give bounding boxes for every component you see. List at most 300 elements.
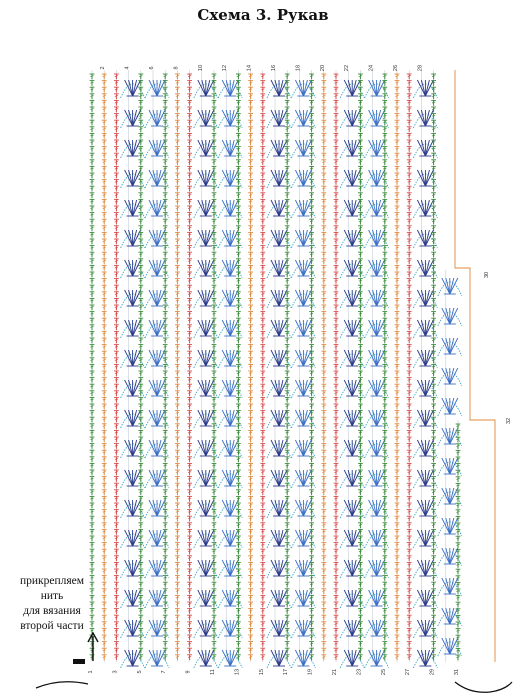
stitch-bar (164, 280, 167, 281)
stitch-bar (334, 630, 337, 631)
stitch-bar (188, 320, 191, 321)
fan-stitch (157, 320, 161, 336)
stitch-bar (188, 478, 191, 479)
stitch-bar (249, 623, 252, 624)
stitch-bar (322, 346, 325, 347)
stitch-bar (249, 511, 252, 512)
stitch-bar (188, 604, 191, 605)
stitch-bar (176, 300, 179, 301)
stitch-bar (188, 531, 191, 532)
stitch-bar (103, 115, 106, 116)
stitch-bar (212, 577, 215, 578)
fan-stitch (129, 620, 133, 636)
stitch-bar (261, 630, 264, 631)
stitch-bar (90, 505, 93, 506)
stitch-bar (261, 142, 264, 143)
stitch-bar (176, 544, 179, 545)
stitch-bar (188, 241, 191, 242)
stitch-bar (103, 630, 106, 631)
fan-stitch (299, 320, 303, 336)
stitch-bar (176, 208, 179, 209)
stitch-bar (139, 208, 142, 209)
stitch-bar (90, 293, 93, 294)
stitch-bar (237, 254, 240, 255)
stitch-bar (176, 590, 179, 591)
stitch-bar (115, 346, 118, 347)
stitch-bar (139, 617, 142, 618)
stitch-bar (237, 102, 240, 103)
stitch-bar (237, 95, 240, 96)
stitch-bar (237, 194, 240, 195)
stitch-bar (249, 445, 252, 446)
stitch-bar (261, 194, 264, 195)
stitch-bar (103, 135, 106, 136)
fan-stitch (206, 140, 210, 156)
stitch-bar (90, 227, 93, 228)
stitch-bar (237, 274, 240, 275)
stitch-bar (115, 485, 118, 486)
stitch-bar (310, 221, 313, 222)
fan-stitch (226, 560, 230, 576)
fan-stitch (279, 650, 283, 666)
fan-stitch (202, 320, 206, 336)
stitch-bar (212, 518, 215, 519)
stitch-bar (322, 478, 325, 479)
fan-stitch (352, 290, 356, 306)
stitch-bar (90, 399, 93, 400)
stitch-bar (188, 280, 191, 281)
fan-stitch (299, 350, 303, 366)
fan-stitch (129, 380, 133, 396)
stitch-bar (115, 498, 118, 499)
stitch-bar (334, 392, 337, 393)
stitch-bar (310, 538, 313, 539)
fan-stitch (202, 440, 206, 456)
stitch-bar (286, 458, 289, 459)
stitch-bar (310, 604, 313, 605)
fan-stitch (206, 230, 210, 246)
stitch-bar (237, 168, 240, 169)
fan-stitch (303, 110, 307, 126)
stitch-bar (237, 458, 240, 459)
fan-stitch (275, 290, 279, 306)
stitch-bar (188, 610, 191, 611)
stitch-bar (310, 326, 313, 327)
stitch-bar (90, 313, 93, 314)
stitch-bar (249, 188, 252, 189)
stitch-bar (322, 557, 325, 558)
stitch-bar (103, 109, 106, 110)
stitch-bar (139, 128, 142, 129)
stitch-bar (176, 445, 179, 446)
fan-stitch (206, 410, 210, 426)
stitch-bar (164, 333, 167, 334)
stitch-bar (310, 208, 313, 209)
fan-stitch (279, 470, 283, 486)
stitch-bar (212, 551, 215, 552)
stitch-bar (334, 610, 337, 611)
stitch-bar (237, 307, 240, 308)
stitch-bar (164, 241, 167, 242)
stitch-bar (176, 274, 179, 275)
stitch-bar (90, 406, 93, 407)
stitch-bar (322, 287, 325, 288)
fan-stitch (202, 230, 206, 246)
stitch-bar (139, 155, 142, 156)
stitch-bar (90, 221, 93, 222)
stitch-bar (164, 485, 167, 486)
stitch-bar (212, 597, 215, 598)
stitch-bar (237, 524, 240, 525)
stitch-bar (237, 346, 240, 347)
stitch-bar (139, 194, 142, 195)
stitch-bar (103, 439, 106, 440)
stitch-bar (188, 379, 191, 380)
stitch-bar (90, 234, 93, 235)
stitch-bar (164, 214, 167, 215)
stitch-bar (176, 412, 179, 413)
stitch-bar (286, 274, 289, 275)
fan-stitch (206, 170, 210, 186)
fan-stitch (226, 440, 230, 456)
stitch-bar (164, 379, 167, 380)
stitch-bar (90, 274, 93, 275)
stitch-bar (115, 95, 118, 96)
stitch-bar (237, 234, 240, 235)
fan-stitch (202, 140, 206, 156)
stitch-bar (322, 564, 325, 565)
stitch-bar (176, 617, 179, 618)
stitch-bar (103, 392, 106, 393)
stitch-bar (334, 485, 337, 486)
stitch-bar (164, 247, 167, 248)
fan-stitch (230, 620, 234, 636)
stitch-bar (90, 551, 93, 552)
stitch-bar (139, 267, 142, 268)
stitch-bar (237, 128, 240, 129)
fan-stitch (279, 560, 283, 576)
stitch-bar (90, 419, 93, 420)
stitch-bar (90, 386, 93, 387)
stitch-bar (115, 505, 118, 506)
stitch-bar (310, 307, 313, 308)
stitch-bar (212, 161, 215, 162)
fan-stitch (352, 470, 356, 486)
stitch-bar (334, 637, 337, 638)
stitch-bar (322, 551, 325, 552)
stitch-bar (237, 109, 240, 110)
stitch-bar (90, 194, 93, 195)
fan-stitch (153, 290, 157, 306)
stitch-bar (237, 610, 240, 611)
stitch-bar (139, 399, 142, 400)
fan-stitch (348, 530, 352, 546)
stitch-bar (115, 571, 118, 572)
stitch-bar (115, 89, 118, 90)
stitch-bar (322, 181, 325, 182)
stitch-bar (237, 465, 240, 466)
stitch-bar (90, 472, 93, 473)
stitch-bar (261, 155, 264, 156)
stitch-bar (212, 260, 215, 261)
stitch-bar (115, 135, 118, 136)
stitch-bar (334, 359, 337, 360)
fan-stitch (352, 200, 356, 216)
stitch-bar (115, 379, 118, 380)
stitch-bar (237, 584, 240, 585)
stitch-bar (115, 241, 118, 242)
stitch-bar (176, 95, 179, 96)
stitch-bar (176, 287, 179, 288)
fan-stitch (230, 470, 234, 486)
stitch-bar (188, 287, 191, 288)
fan-stitch (133, 500, 137, 516)
fan-stitch (226, 320, 230, 336)
stitch-bar (188, 109, 191, 110)
stitch-bar (139, 630, 142, 631)
stitch-bar (322, 524, 325, 525)
stitch-bar (115, 300, 118, 301)
stitch-bar (249, 491, 252, 492)
stitch-bar (322, 623, 325, 624)
stitch-bar (90, 346, 93, 347)
fan-stitch (129, 170, 133, 186)
stitch-bar (261, 300, 264, 301)
stitch-bar (286, 188, 289, 189)
stitch-bar (334, 353, 337, 354)
stitch-bar (212, 630, 215, 631)
stitch-bar (164, 458, 167, 459)
stitch-bar (237, 518, 240, 519)
stitch-bar (261, 412, 264, 413)
stitch-bar (103, 425, 106, 426)
stitch-bar (261, 524, 264, 525)
stitch-bar (322, 89, 325, 90)
stitch-bar (310, 260, 313, 261)
stitch-bar (334, 76, 337, 77)
stitch-bar (115, 623, 118, 624)
stitch-bar (90, 571, 93, 572)
stitch-bar (249, 412, 252, 413)
stitch-bar (334, 95, 337, 96)
stitch-bar (176, 194, 179, 195)
stitch-bar (249, 485, 252, 486)
stitch-bar (249, 333, 252, 334)
stitch-bar (334, 340, 337, 341)
fan-stitch (202, 170, 206, 186)
stitch-bar (310, 597, 313, 598)
stitch-bar (176, 247, 179, 248)
stitch-bar (115, 280, 118, 281)
stitch-bar (261, 366, 264, 367)
stitch-bar (103, 359, 106, 360)
stitch-bar (103, 564, 106, 565)
stitch-bar (164, 115, 167, 116)
stitch-bar (188, 505, 191, 506)
fan-stitch (153, 440, 157, 456)
stitch-bar (249, 505, 252, 506)
fan-stitch (352, 530, 356, 546)
stitch-bar (261, 128, 264, 129)
stitch-bar (164, 102, 167, 103)
stitch-bar (164, 373, 167, 374)
stitch-bar (249, 564, 252, 565)
stitch-bar (176, 122, 179, 123)
stitch-bar (188, 326, 191, 327)
stitch-bar (261, 135, 264, 136)
stitch-bar (115, 617, 118, 618)
stitch-bar (334, 524, 337, 525)
stitch-bar (310, 333, 313, 334)
stitch-bar (334, 564, 337, 565)
stitch-bar (115, 313, 118, 314)
stitch-bar (322, 518, 325, 519)
stitch-bar (115, 538, 118, 539)
stitch-bar (188, 208, 191, 209)
stitch-bar (322, 122, 325, 123)
stitch-bar (261, 544, 264, 545)
fan-stitch (153, 650, 157, 666)
stitch-bar (139, 650, 142, 651)
fan-stitch (279, 620, 283, 636)
stitch-bar (90, 445, 93, 446)
stitch-bar (212, 128, 215, 129)
stitch-bar (139, 333, 142, 334)
stitch-bar (261, 392, 264, 393)
stitch-bar (176, 557, 179, 558)
stitch-bar (164, 234, 167, 235)
stitch-bar (188, 254, 191, 255)
stitch-bar (212, 617, 215, 618)
stitch-bar (334, 142, 337, 143)
stitch-bar (115, 630, 118, 631)
stitch-bar (286, 214, 289, 215)
stitch-bar (103, 412, 106, 413)
stitch-bar (261, 260, 264, 261)
stitch-bar (237, 623, 240, 624)
stitch-bar (237, 287, 240, 288)
fan-stitch (157, 530, 161, 546)
stitch-bar (139, 102, 142, 103)
stitch-bar (286, 584, 289, 585)
stitch-bar (334, 465, 337, 466)
stitch-bar (286, 346, 289, 347)
fan-stitch (157, 110, 161, 126)
stitch-bar (334, 300, 337, 301)
stitch-bar (249, 148, 252, 149)
fan-stitch (230, 350, 234, 366)
stitch-bar (176, 452, 179, 453)
stitch-bar (188, 260, 191, 261)
stitch-bar (286, 577, 289, 578)
fan-stitch (275, 80, 279, 96)
stitch-bar (286, 109, 289, 110)
stitch-bar (334, 313, 337, 314)
stitch-bar (164, 260, 167, 261)
stitch-bar (261, 465, 264, 466)
stitch-bar (103, 531, 106, 532)
stitch-bar (188, 300, 191, 301)
stitch-bar (103, 300, 106, 301)
stitch-bar (249, 208, 252, 209)
stitch-bar (103, 379, 106, 380)
stitch-bar (261, 359, 264, 360)
stitch-bar (237, 260, 240, 261)
stitch-bar (176, 115, 179, 116)
fan-stitch (275, 320, 279, 336)
fan-stitch (153, 590, 157, 606)
stitch-bar (176, 419, 179, 420)
fan-stitch (352, 410, 356, 426)
fan-stitch (348, 410, 352, 426)
fan-stitch (279, 110, 283, 126)
stitch-bar (188, 307, 191, 308)
stitch-bar (286, 287, 289, 288)
stitch-bar (322, 188, 325, 189)
fan-stitch (133, 230, 137, 246)
stitch-bar (115, 109, 118, 110)
stitch-bar (334, 643, 337, 644)
stitch-bar (249, 637, 252, 638)
stitch-bar (212, 399, 215, 400)
stitch-bar (310, 194, 313, 195)
fan-stitch (275, 650, 279, 666)
stitch-bar (249, 320, 252, 321)
stitch-bar (212, 538, 215, 539)
stitch-bar (286, 557, 289, 558)
stitch-bar (103, 419, 106, 420)
stitch-bar (286, 617, 289, 618)
stitch-bar (261, 571, 264, 572)
fan-stitch (279, 500, 283, 516)
stitch-bar (334, 577, 337, 578)
stitch-bar (249, 472, 252, 473)
stitch-bar (212, 313, 215, 314)
stitch-bar (237, 227, 240, 228)
stitch-bar (212, 432, 215, 433)
stitch-bar (237, 155, 240, 156)
fan-stitch (299, 500, 303, 516)
stitch-bar (286, 128, 289, 129)
stitch-bar (103, 95, 106, 96)
stitch-bar (261, 181, 264, 182)
stitch-bar (310, 577, 313, 578)
stitch-bar (188, 472, 191, 473)
stitch-bar (310, 637, 313, 638)
stitch-bar (286, 432, 289, 433)
stitch-bar (103, 373, 106, 374)
stitch-bar (115, 201, 118, 202)
fan-stitch (299, 80, 303, 96)
stitch-bar (139, 637, 142, 638)
fan-stitch (275, 500, 279, 516)
fan-stitch (230, 170, 234, 186)
stitch-bar (212, 188, 215, 189)
stitch-bar (164, 557, 167, 558)
stitch-bar (310, 524, 313, 525)
stitch-bar (334, 458, 337, 459)
stitch-bar (164, 597, 167, 598)
stitch-bar (310, 353, 313, 354)
stitch-bar (322, 260, 325, 261)
fan-stitch (303, 290, 307, 306)
stitch-bar (237, 320, 240, 321)
stitch-bar (261, 353, 264, 354)
stitch-bar (310, 439, 313, 440)
stitch-bar (286, 379, 289, 380)
stitch-bar (90, 458, 93, 459)
stitch-bar (164, 439, 167, 440)
